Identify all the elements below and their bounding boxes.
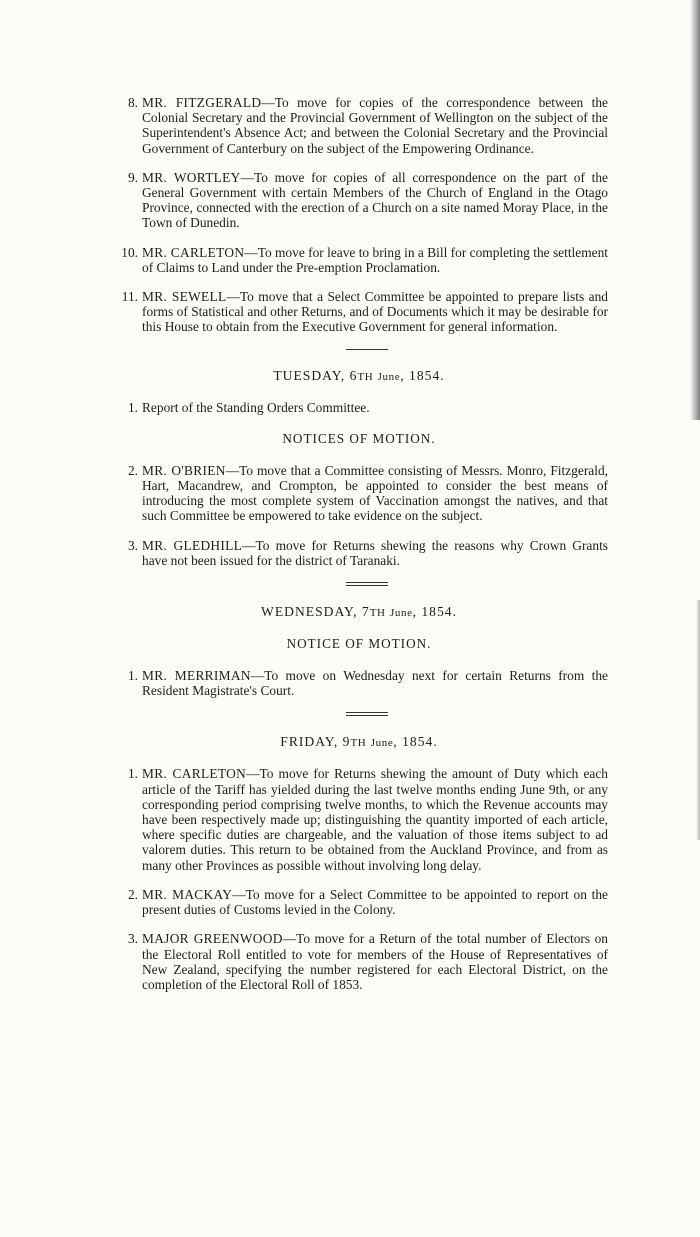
date-heading-tuesday (110, 368, 608, 384)
section-divider (346, 582, 388, 586)
section-divider (346, 712, 388, 716)
date-ordinal: TH (369, 607, 386, 620)
item-number: 2. (127, 462, 138, 478)
item-text: —To move for copies of the correspondence between the Colonial Secretary and the Provincial Government of Wellington on the subject of the Superintendent's Absence Act; and between the Colonial Secretary and the Provincial Government of Canterbury on the subject of the Empowering Ordinance. (142, 95, 608, 156)
date-month: June (377, 370, 401, 383)
date-day: TUESDAY, 6 (273, 367, 358, 383)
item-text: —To move that a Committee consisting of Messrs. Monro, Fitzgerald, Hart, Macandrew, and Crompton, be appointed to consider the best means of introducing the most complete system of Vaccination amongst the natives, and that such Committee be empowered to take evidence on the subject. (142, 462, 608, 524)
item-number: 3. (127, 931, 138, 947)
item-speaker: MR. GLEDHILL (142, 537, 243, 553)
date-year: , 1854. (412, 604, 457, 620)
motion-item (110, 289, 608, 335)
item-text: —To move for Returns shewing the amount of Duty which each article of the Tariff has yielded during the last twelve months ending June 9th, or any corresponding period comprising twelve months, to which the Revenue accounts may have been respectively made up; distinguishing the quantity imported of each article, where specific duties are chargeable, and the valuation of those items subject to ad valorem duties. This return to be obtained from the Auckland Province, and from as many other Provinces as possible without involving long delay. (142, 766, 608, 873)
item-number: 2. (127, 886, 138, 902)
motion-item (110, 463, 608, 524)
motion-item (110, 668, 608, 698)
motion-item (110, 887, 608, 917)
motion-item (110, 931, 608, 992)
date-heading-wednesday (110, 604, 608, 620)
item-speaker: MR. MACKAY (142, 886, 233, 902)
item-number: 1. (127, 668, 138, 684)
motion-item (110, 245, 608, 275)
motion-item (110, 538, 608, 568)
item-speaker: MAJOR GREENWOOD (142, 931, 283, 947)
date-year: , 1854. (400, 367, 445, 383)
date-heading-friday (110, 734, 608, 750)
item-speaker: MR. WORTLEY (142, 169, 241, 185)
item-number: 3. (127, 537, 138, 553)
notices-of-motion-heading: NOTICES OF MOTION. (282, 430, 436, 446)
order-paper-page (110, 95, 608, 1006)
page-edge-shadow-lower (696, 600, 700, 840)
item-speaker: MR. FITZGERALD (142, 95, 262, 110)
date-month: June (370, 737, 394, 750)
item-text: —To move for a Return of the total number of Electors on the Electoral Roll entitled to vote for members of the House of Representatives of New Zealand, specifying the number registered for each Electoral District, on the completion of the Electoral Roll of 1853. (142, 931, 608, 992)
item-speaker: MR. CARLETON (142, 766, 247, 782)
item-text: —To move for a Select Committee to be appointed to report on the present duties of Customs levied in the Colony. (142, 886, 608, 918)
item-number: 8. (127, 95, 138, 110)
notice-of-motion-heading: NOTICE OF MOTION. (286, 636, 432, 652)
section-divider (346, 349, 388, 350)
date-month: June (390, 607, 413, 620)
item-speaker: MR. MERRIMAN (142, 668, 251, 684)
item-text: —To move for leave to bring in a Bill for completing the settlement of Claims to Land under the Pre-emption Proclamation. (142, 244, 608, 275)
item-number: 1. (127, 766, 138, 782)
item-text: —To move for copies of all correspondence on the part of the General Government with certain Members of the Church of England in the Otago Province, connected with the erection of a Church on a site named Moray Place, in the Town of Dunedin. (142, 169, 608, 231)
order-of-day-item (110, 400, 608, 415)
item-number: 1. (127, 399, 138, 415)
date-ordinal: TH (350, 737, 367, 750)
item-text: —To move that a Select Committee be appointed to prepare lists and forms of Statistical and other Returns, and of Documents which it may be desirable for this House to obtain from the Executive Government for general information. (142, 289, 608, 335)
item-text: —To move for Returns shewing the reasons why Crown Grants have not been issued for the district of Taranaki. (142, 537, 608, 568)
item-number: 10. (121, 244, 138, 260)
date-day: WEDNESDAY, 7 (261, 604, 370, 620)
item-number: 9. (127, 169, 138, 185)
item-speaker: MR. CARLETON (142, 244, 245, 260)
item-number: 11. (121, 289, 138, 305)
date-day: FRIDAY, 9 (280, 734, 351, 750)
item-text: —To move on Wednesday next for certain Returns from the Resident Magistrate's Court. (142, 668, 608, 699)
page-edge-shadow (690, 0, 700, 420)
item-speaker: MR. O'BRIEN (142, 462, 226, 478)
motion-item (110, 95, 608, 156)
date-ordinal: TH (357, 370, 374, 383)
item-text: Report of the Standing Orders Committee. (142, 399, 370, 415)
motion-item (110, 766, 608, 872)
item-speaker: MR. SEWELL (142, 289, 227, 305)
motion-item (110, 170, 608, 231)
date-year: , 1854. (393, 734, 438, 750)
